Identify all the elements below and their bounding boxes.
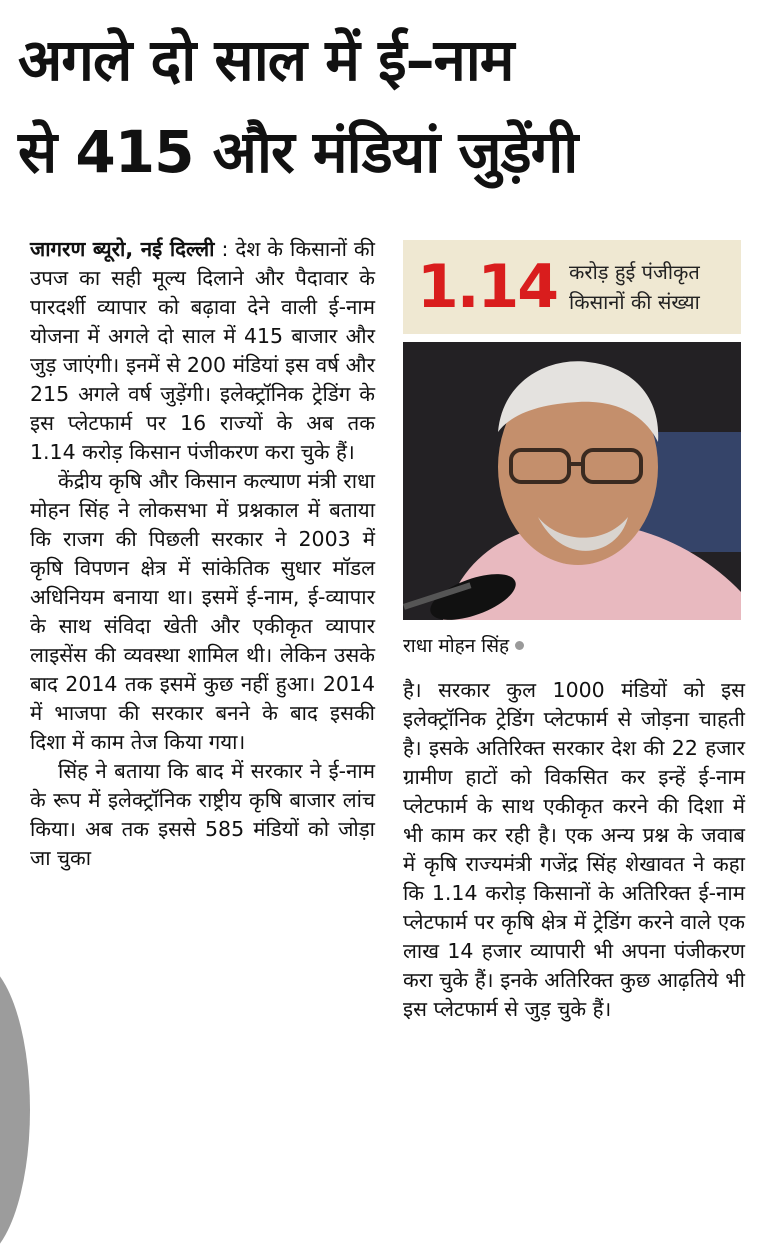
article-paragraph-1 bbox=[30, 235, 375, 467]
factbox bbox=[403, 240, 741, 334]
minister-photo bbox=[403, 342, 741, 620]
article-paragraph-4: है। सरकार कुल 1000 मंडियों को इस इलेक्ट्रॉनिक ट्रेडिंग प्लेटफार्म से जोड़ना चाहती है। इसके अतिरिक्त सरकार देश की 22 हजार ग्रामीण हाटों को विकसित कर इन्हें ई-नाम प्लेटफार्म के साथ एकीकृत करने की दिशा में भी काम कर रही है। एक अन्य प्रश्न के जवाब में कृषि राज्यमंत्री गजेंद्र सिंह शेखावत ने कहा कि 1.14 करोड़ किसानों के अतिरिक्त ई-नाम प्लेटफार्म पर कृषि क्षेत्र में ट्रेडिंग करने वाले एक लाख 14 हजार व्यापारी भी अपना पंजीकरण करा चुके हैं। इनके अतिरिक्त कुछ आढ़तिये भी इस प्लेटफार्म से जुड़ चुके हैं। bbox=[403, 678, 745, 1021]
article-paragraph-1-text: : देश के किसानों की उपज का सही मूल्य दिलाने और पैदावार के पारदर्शी व्यापार को बढ़ावा देने वाली ई-नाम योजना में अगले दो साल में 415 बाजार और जुड़ जाएंगी। इनमें से 200 मंडियां इस वर्ष और 215 अगले वर्ष जुड़ेंगी। इलेक्ट्रॉनिक ट्रेडिंग के इस प्लेटफार्म पर 16 राज्यों के अब तक 1.14 करोड़ किसान पंजीकरण करा चुके हैं। bbox=[30, 237, 375, 464]
article-right-column bbox=[403, 676, 745, 1024]
factbox-number: 1.14 bbox=[417, 252, 558, 322]
factbox-label-line-2: किसानों की संख्या bbox=[569, 290, 700, 314]
factbox-label-line-1: करोड़ हुई पंजीकृत bbox=[569, 260, 700, 284]
headline bbox=[18, 14, 753, 198]
factbox-label bbox=[569, 257, 700, 317]
photo-caption bbox=[403, 632, 524, 658]
photo-caption-text: राधा मोहन सिंह bbox=[403, 635, 510, 657]
page-edge-shadow bbox=[0, 960, 30, 1260]
headline-line-2: से 415 और मंडियां जुड़ेंगी bbox=[18, 118, 578, 186]
headline-line-1: अगले दो साल में ई–नाम bbox=[18, 26, 514, 94]
minister-portrait-illustration bbox=[403, 342, 741, 620]
article-left-column bbox=[30, 235, 375, 873]
byline: जागरण ब्यूरो, नई दिल्ली bbox=[30, 237, 215, 261]
article-paragraph-3: सिंह ने बताया कि बाद में सरकार ने ई-नाम के रूप में इलेक्ट्रॉनिक राष्ट्रीय कृषि बाजार लांच किया। अब तक इससे 585 मंडियों को जोड़ा जा चुका bbox=[30, 759, 375, 870]
article-paragraph-2: केंद्रीय कृषि और किसान कल्याण मंत्री राधा मोहन सिंह ने लोकसभा में प्रश्नकाल में बताया कि राजग की पिछली सरकार ने 2003 में कृषि विपणन क्षेत्र में सांकेतिक सुधार मॉडल अधिनियम बनाया था। इसमें ई-नाम, ई-व्यापार के साथ संविदा खेती और एकीकृत व्यापार लाइसेंस की व्यवस्था शामिल थी। लेकिन उसके बाद 2014 तक इसमें कुछ नहीं हुआ। 2014 में भाजपा की सरकार बनने के बाद इसकी दिशा में काम तेज किया गया। bbox=[30, 469, 375, 754]
caption-dot-icon bbox=[515, 641, 524, 650]
